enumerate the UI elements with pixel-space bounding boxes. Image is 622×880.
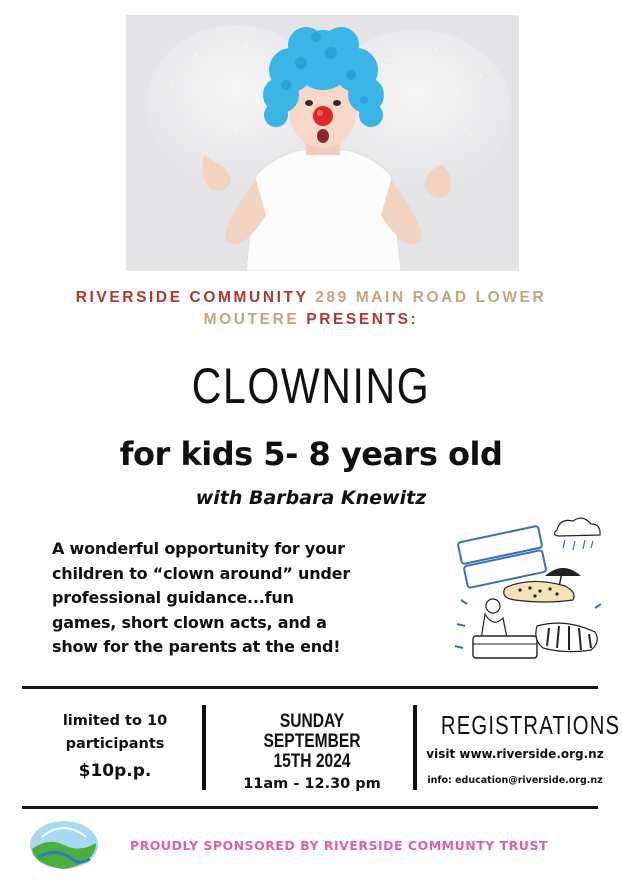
description-line: professional guidance...fun bbox=[52, 588, 294, 607]
presenter-header bbox=[0, 287, 622, 331]
description-line: children to “clown around” under bbox=[52, 563, 351, 583]
event-subtitle: for kids 5- 8 years old bbox=[119, 435, 503, 473]
header-line-2 bbox=[0, 309, 622, 331]
event-description bbox=[52, 537, 407, 660]
description-line: games, short clown acts, and a bbox=[52, 612, 327, 632]
registration-email[interactable]: info: education@riverside.org.nz bbox=[427, 775, 603, 786]
price: $10p.p. bbox=[78, 761, 152, 781]
dreamspace-icon bbox=[445, 508, 605, 668]
date-line-2: 15TH 2024 bbox=[273, 751, 351, 772]
riverside-logo bbox=[28, 819, 100, 871]
registrations bbox=[420, 710, 621, 788]
capacity-and-price bbox=[30, 710, 200, 786]
presents-label: PRESENTS: bbox=[306, 311, 419, 328]
column-divider-1 bbox=[202, 705, 206, 790]
presenter-name: with Barbara Knewitz bbox=[195, 487, 427, 509]
event-time: 11am - 12.30 pm bbox=[243, 776, 381, 792]
address-line-2: MOUTERE bbox=[203, 311, 300, 328]
registrations-title: REGISTRATIONS bbox=[440, 710, 621, 740]
riverside-logo-icon bbox=[28, 819, 100, 871]
top-divider bbox=[22, 686, 598, 689]
event-title: CLOWNING bbox=[191, 358, 431, 414]
dreamspace-illustration bbox=[445, 508, 605, 668]
description-line: show for the parents at the end! bbox=[52, 637, 341, 656]
column-divider-2 bbox=[413, 705, 417, 790]
clown-photo-icon bbox=[126, 15, 519, 271]
address-line-1: 289 MAIN ROAD LOWER bbox=[315, 289, 547, 306]
bottom-divider bbox=[22, 806, 598, 809]
registration-website[interactable]: visit www.riverside.org.nz bbox=[426, 747, 604, 761]
date-line-1: SUNDAY SEPTEMBER bbox=[263, 711, 361, 752]
description-line: A wonderful opportunity for your bbox=[52, 539, 345, 558]
date-and-time bbox=[214, 712, 410, 794]
header-line-1 bbox=[0, 287, 622, 309]
limit-line-1: limited to 10 bbox=[62, 713, 168, 729]
sponsor-credit: PROUDLY SPONSORED BY RIVERSIDE COMMUNTY TRUST bbox=[130, 838, 548, 853]
limit-line-2: participants bbox=[65, 736, 165, 752]
org-name: RIVERSIDE COMMUNITY bbox=[75, 289, 309, 306]
child-clown-photo bbox=[126, 15, 519, 271]
